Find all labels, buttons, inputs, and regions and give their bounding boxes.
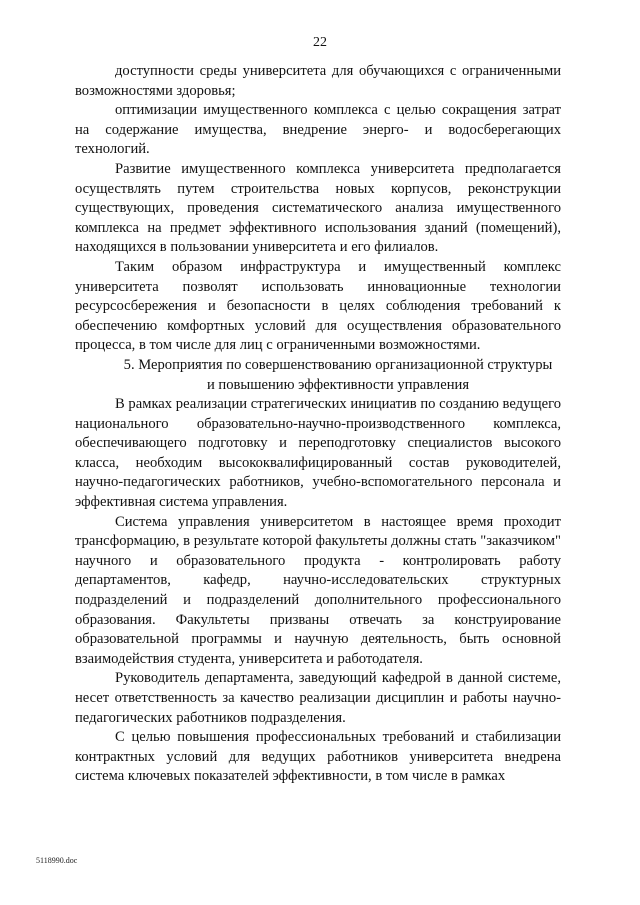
section-heading-line: и повышению эффективности управления [206,376,470,393]
paragraph: Руководитель департамента, заведующий кафедрой в данной системе, несет ответственность за качество реализации дисциплин и работы научно-педагогических работников подразделения. [75,670,561,726]
paragraph: Развитие имущественного комплекса университета предполагается осуществлять путем строительства новых корпусов, реконструкции существующих, проведения систематического анализа имущественного комплекса на предмет эффективного использования зданий (помещений), находящихся в пользовании университета и его филиалов. [75,160,561,256]
paragraph: Таким образом инфраструктура и имущественный комплекс университета позволят использовать инновационные технологии ресурсосбережения и безопасности в целях соблюдения требований к обеспечению комфортных условий для осуществления образовательного процесса, в том числе для лиц с ограниченными возможностями. [75,258,561,354]
section-heading [75,356,561,395]
section-heading-line: 5. Мероприятия по совершенствованию организационной структуры [123,356,553,373]
page-number: 22 [313,35,327,50]
paragraph: доступности среды университета для обучающихся с ограниченными возможностями здоровья; [75,63,561,99]
paragraph: В рамках реализации стратегических инициатив по созданию ведущего национального образовательно-научно-производственного комплекса, обеспечивающего подготовку и переподготовку специалистов высокого класса, необходим высококвалифицированный состав руководителей, научно-педагогических работников, учебно-вспомогательного персонала и эффективная система управления. [75,396,561,511]
document-body [75,62,561,787]
paragraph: оптимизации имущественного комплекса с целью сокращения затрат на содержание имущества, внедрение энерго- и водосберегающих технологий. [75,102,561,158]
paragraph: С целью повышения профессиональных требований и стабилизации контрактных условий для ведущих работников университета внедрена система ключевых показателей эффективности, в том числе в рамках [75,729,561,785]
footer-filename: 5118990.doc [36,856,78,865]
paragraph: Система управления университетом в настоящее время проходит трансформацию, в результате которой факультеты должны стать "заказчиком" научного и образовательного продукта - контролировать работу департаментов, кафедр, научно-исследовательских структурных подразделений и подразделений дополнительного профессионального образования. Факультеты призваны отвечать за конструирование образовательной программы и научную деятельность, быть основной взаимодействия студента, университета и работодателя. [75,513,561,667]
